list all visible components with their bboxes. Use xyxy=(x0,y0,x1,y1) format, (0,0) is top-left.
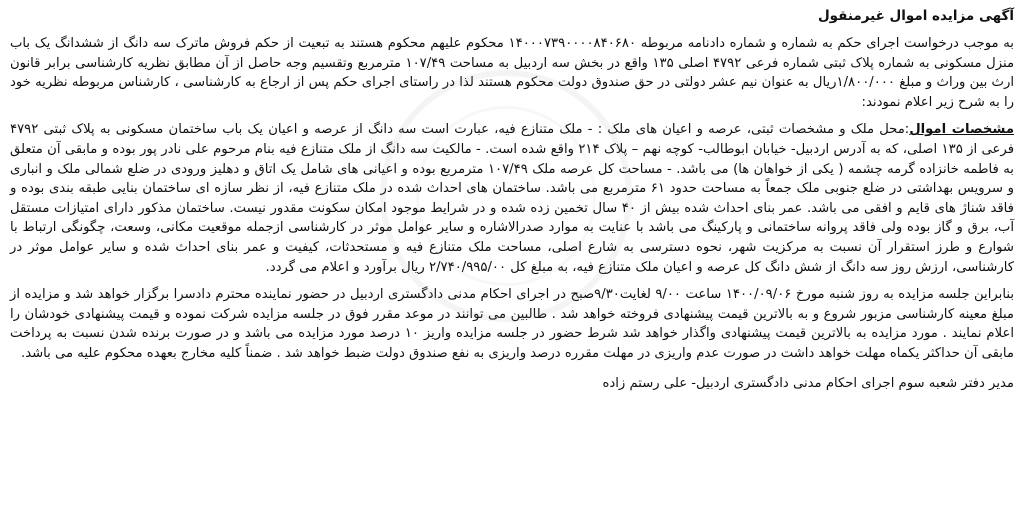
property-specs-label: مشخصات اموال xyxy=(909,122,1014,138)
notice-paragraph-intro: به موجب درخواست اجرای حکم به شماره و شماره دادنامه مربوطه ۱۴۰۰۰۷۳۹۰۰۰۰۸۴۰۶۸۰ محکوم علیهم محکوم هستند به تبعیت از حکم فروش ماترک سه دانگ از ششدانگ یک باب منزل مسکونی به شماره پلاک ثبتی شماره فرعی ۴۷۹۲ اصلی ۱۳۵ واقع در بخش سه اردبیل به مساحت ۱۰۷/۴۹ مترمربع وتقسیم وجه حاصل از آن مطابق نظریه کارشناسی برابر قانون ارث بین وراث و مبلغ ۱/۸۰۰/۰۰۰ریال به عنوان نیم عشر دولتی در حق صندوق دولت محکوم هستند لذا در راستای اجرای حکم پس از ارجاع به کارشناسی ، کارشناس مربوطه نظریه خود را به شرح زیر اعلام نمودند: xyxy=(10,36,1015,110)
notice-paragraph-auction-terms: بنابراین جلسه مزایده به روز شنبه مورخ ۱۴۰۰/۰۹/۰۶ ساعت ۹/۰۰ لغایت۹/۳۰صبح در اجرای احکام مدنی دادگستری اردبیل در حضور نماینده محترم دادسرا برگزار خواهد شد و مزایده از مبلغ معینه کارشناسی مزبور شروع و به بالاترین قیمت پیشنهادی فروخته خواهد شد . طالبین می توانند در موعد مقرر فوق در جلسه مزایده شرکت نموده و قیمت پیشنهادی خودشان را اعلام نمایند . مورد مزایده به بالاترین قیمت پیشنهادی واگذار خواهد شد شرط حضور در جلسه مزایده واریز ۱۰ درصد مورد مزایده می باشد و در صورت برنده شدن نسبت به پرداخت مابقی آن حداکثر یکماه مهلت خواهد داشت در صورت عدم واریزی در مهلت مقرره درصد واریزی به نفع صندوق دولت ضبط خواهد شد . ضمناً کلیه مخارج بعهده محکوم علیه می باشد. xyxy=(10,287,1015,361)
property-specs-text: :محل ملک و مشخصات ثبتی، عرصه و اعیان های ملک : - ملک متنازع فیه، عبارت است سه دانگ از عرصه و اعیان یک باب ساختمان مسکونی به پلاک ثبتی ۴۷۹۲ فرعی از ۱۳۵ اصلی، که به آدرس اردبیل- خیابان ابوطالب- کوچه نهم – پلاک ۲۱۴ واقع شده است. - مالکیت سه دانگ از ملک متنازع فیه بنام مرحوم علی نادر پور بوده و مابقی آن متعلق به فاطمه خانزاده گرمه چشمه ( یکی از خواهان ها) می باشد. - مساحت کل عرصه ملک ۱۰۷/۴۹ مترمربع بوده و اعیانی های شامل یک اتاق و دهلیز ورودی در ضلع شمالی ملک و انباری و سرویس بهداشتی در ضلع جنوبی ملک جمعاً به مساحت حدود ۶۱ مترمربع می باشد. ساختمان های احداث شده در ملک متنازع فیه، از نظر سازه ای ساختمان بنایی طبقه بندی بوده و فاقد شناژ های قایم و افقی می باشد. عمر بنای احداث شده بیش از ۴۰ سال تخمین زده شده و در شرایط موجود امکان سکونت مقدور نیست. ساختمان مذکور دارای امتیازات مستقل آب، برق و گاز بوده ولی فاقد پروانه ساختمانی و پارکینگ می باشد با عنایت به موارد صدرالاشاره و سایر عوامل موثر در کارشناسی ازجمله موقعیت مکانی، وسعت، چگونگی ارتباط با شوارع و طرز استقرار آن نسبت به مرکزیت شهر، نحوه دسترسی به شارع اصلی، مساحت ملک متنازع فیه و مستحدثات، کیفیت و عمر بنای احداث شده و سایر عوامل موثر در کارشناسی، ارزش روز سه دانگ از شش دانگ کل عرصه و اعیان ملک متنازع فیه، به مبلغ کل ۲/۷۴۰/۹۹۵/۰۰ ریال برآورد و اعلام می گردد. xyxy=(10,122,1015,275)
notice-signature: مدیر دفتر شعبه سوم اجرای احکام مدنی دادگستری اردبیل- علی رستم زاده xyxy=(602,375,1014,391)
notice-paragraph-property-specs xyxy=(10,120,1014,277)
notice-title: آگهی مزایده اموال غیرمنقول xyxy=(817,8,1014,24)
